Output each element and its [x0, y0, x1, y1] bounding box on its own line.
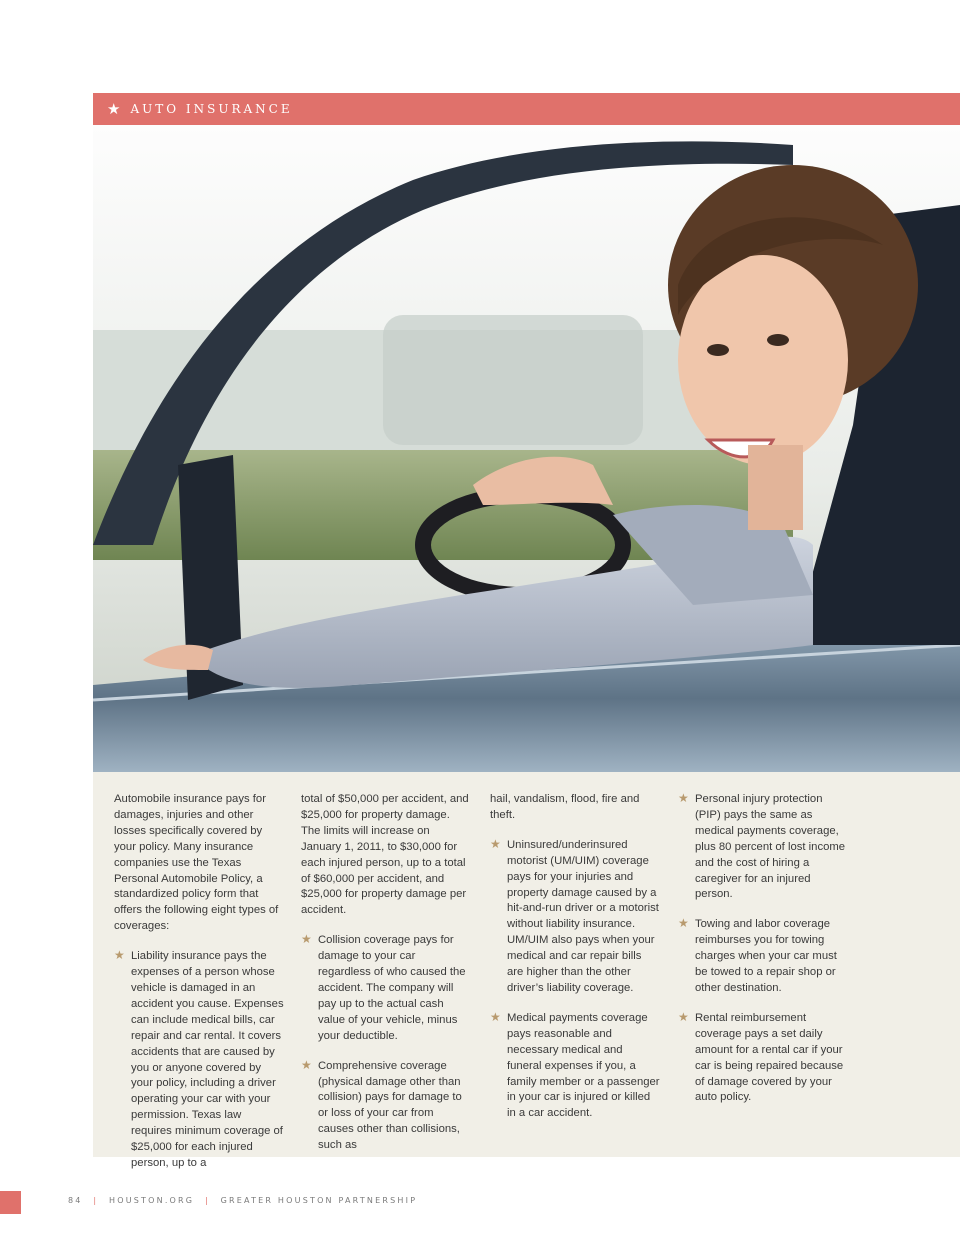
column-1: [114, 792, 284, 1186]
coverage-text: Rental reimbursement coverage pays a set daily amount for a rental car if your car is being repaired because of damage covered by your auto policy.: [695, 1011, 844, 1104]
star-bullet-icon: ★: [678, 916, 689, 931]
coverage-text: Personal injury protection (PIP) pays the same as medical payments coverage, plus 80 percent of lost income and the cost of hiring a caregiver for an injured person.: [695, 793, 846, 901]
star-bullet-icon: ★: [114, 948, 125, 963]
woman-in-car-photo: [93, 125, 960, 772]
coverage-item-collision: [301, 933, 471, 1044]
column-2: [301, 792, 471, 1168]
section-title: AUTO INSURANCE: [130, 102, 293, 116]
column-4: [678, 792, 848, 1120]
star-icon: ★: [107, 100, 121, 118]
liability-continuation: total of $50,000 per accident, and $25,000 for property damage. The limits will increase on January 1, 2011, to $30,000 for each injured person, up to a total of $60,000 per accident, and $25,000 for property damage per accident.: [301, 793, 469, 917]
article-body: [93, 772, 960, 1169]
footer-separator: |: [204, 1196, 210, 1205]
footer-org: GREATER HOUSTON PARTNERSHIP: [220, 1196, 418, 1205]
coverage-item-towing: [678, 917, 848, 997]
footer-separator: |: [93, 1196, 99, 1205]
coverage-text: Towing and labor coverage reimburses you for towing charges when your car must be towed to a repair shop or other destination.: [695, 918, 837, 994]
coverage-item-pip: [678, 792, 848, 903]
star-bullet-icon: ★: [490, 836, 501, 851]
star-bullet-icon: ★: [678, 1009, 689, 1024]
coverage-item-comprehensive: [301, 1059, 471, 1154]
coverage-text: Uninsured/underinsured motorist (UM/UIM) coverage pays for your injuries and property damage caused by a hit-and-run driver or a motorist without liability insurance. UM/UIM also pays when your medical and car repair bills are higher than the other driver’s liability coverage.: [507, 838, 659, 994]
comprehensive-continuation: hail, vandalism, flood, fire and theft.: [490, 793, 640, 821]
coverage-item-uninsured-motorist: [490, 838, 660, 997]
star-bullet-icon: ★: [490, 1009, 501, 1024]
coverage-text: Comprehensive coverage (physical damage other than collision) pays for damage to or loss of your car from causes other than collisions, such as: [318, 1059, 462, 1152]
coverage-text: Collision coverage pays for damage to your car regardless of who caused the accident. The company will pay up to the actual cash value of your vehicle, minus your deductible.: [318, 934, 466, 1042]
star-bullet-icon: ★: [301, 1057, 312, 1072]
footer-site: HOUSTON.ORG: [109, 1196, 195, 1205]
star-bullet-icon: ★: [678, 791, 689, 805]
section-header: [93, 93, 960, 125]
coverage-text: Liability insurance pays the expenses of a person whose vehicle is damaged in an accident you cause. Expenses can include medical bills, car repair and car rental. It covers accidents that are caused by you or anyone covered by your policy, including a driver operating your car with your permission. Texas law requires minimum coverage of $25,000 for each injured person, up to a: [131, 950, 284, 1169]
column-3: [490, 792, 660, 1136]
star-bullet-icon: ★: [301, 932, 312, 947]
coverage-item-medical-payments: [490, 1011, 660, 1122]
page-number: 84: [68, 1196, 83, 1205]
coverage-item-rental: [678, 1011, 848, 1106]
coverage-item-liability: [114, 949, 284, 1172]
intro-paragraph: Automobile insurance pays for damages, injuries and other losses specifically covered by your policy. Many insurance companies use the Texas Personal Automobile Policy, a standardized policy form that offers the following eight types of coverages:: [114, 793, 279, 933]
footer-accent-block: [0, 1191, 21, 1214]
page-footer: [68, 1196, 417, 1205]
coverage-text: Medical payments coverage pays reasonable and necessary medical and funeral expenses if you, a family member or a passenger in your car is injured or killed in a car accident.: [507, 1011, 660, 1120]
